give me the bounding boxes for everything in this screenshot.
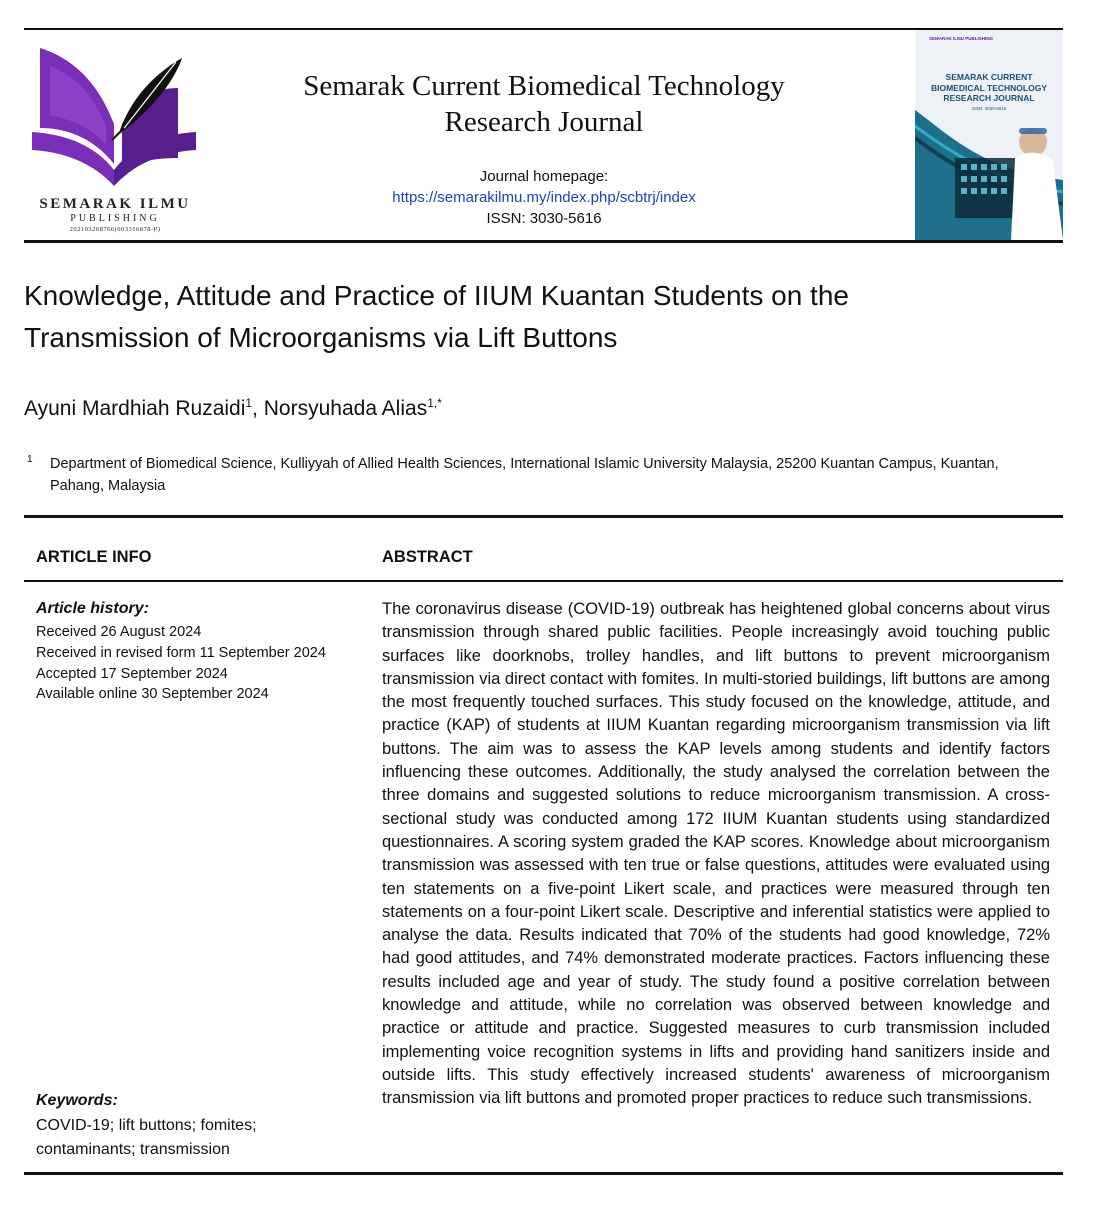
header-bottom-rule [24, 240, 1063, 243]
author-name: Norsyuhada Alias [263, 397, 428, 420]
keywords-heading: Keywords: [36, 1092, 118, 1109]
cover-publisher: SEMARAK ILMU PUBLISHING [929, 36, 993, 41]
publisher-registration: 202103268766(003316878-P) [69, 226, 161, 233]
publisher-sub: PUBLISHING [70, 213, 160, 224]
authors: Ayuni Mardhiah Ruzaidi$^1$, Norsyuhada Alias$^{1,*}$ [24, 396, 442, 420]
journal-cover-image [915, 30, 1063, 240]
journal-title: Semarak Current Biomedical Technology Research Journal [303, 70, 785, 138]
section-bottom-rule [24, 1172, 1063, 1175]
history-entry: Received in revised form 11 September 2024 [36, 644, 326, 661]
history-entry: Received 26 August 2024 [36, 624, 202, 640]
homepage-label: Journal homepage: [479, 168, 609, 185]
affiliation-number: 1 [27, 454, 33, 465]
cover-art-icon [915, 30, 1063, 240]
article-title: Knowledge, Attitude and Practice of IIUM Kuantan Students on the Transmission of Microorganisms via Lift Buttons [24, 280, 849, 353]
history-entry: Available online 30 September 2024 [36, 686, 269, 703]
header-top-rule [24, 28, 1063, 30]
publisher-logo [26, 36, 204, 238]
logo-book-feather-icon [26, 36, 204, 196]
homepage-link[interactable]: https://semarakilmu.my/index.php/scbtrj/index [392, 189, 696, 206]
affiliation: Department of Biomedical Science, Kulliyyah of Allied Health Sciences, International Islamic University Malaysia, 25200 Kuantan Campus, Kuantan, Pahang, Malaysia [50, 456, 999, 494]
author-affiliation-mark: 1,* [427, 396, 442, 410]
history-entry: Accepted 17 September 2024 [36, 665, 228, 682]
abstract-heading: ABSTRACT [382, 548, 473, 566]
keywords: COVID-19; lift buttons; fomites; contaminants; transmission [36, 1117, 257, 1158]
article-info-heading: ARTICLE INFO [36, 548, 152, 566]
article-history-heading: Article history: [36, 600, 149, 617]
section-top-rule [24, 515, 1063, 518]
journal-homepage [250, 166, 838, 229]
section-mid-rule [24, 580, 1063, 582]
article-history [36, 622, 326, 705]
author-name: Ayuni Mardhiah Ruzaidi [24, 397, 246, 420]
cover-title: SEMARAK CURRENT BIOMEDICAL TECHNOLOGY RESEARCH JOURNAL ISSN: 3030-5616 [930, 72, 1047, 111]
issn: ISSN: 3030-5616 [486, 210, 602, 227]
abstract-text: The coronavirus disease (COVID-19) outbreak has heightened global concerns about virus transmission through shared public facilities. People increasingly avoid touching public surfaces like doorknobs, trolley handles, and lift buttons to prevent microorganism transmission via direct contact with fomites. In multi-storied buildings, lift buttons are among the most frequently touched surfaces. This study focused on the knowledge, attitude, and practice (KAP) of students at IIUM Kuantan regarding microorganism transmission via lift buttons. The aim was to assess the KAP levels among students and identify factors influencing these outcomes. Additionally, the study analysed the correlation between the three domains and suggested solutions to reduce microorganism transmission. A cross-sectional study was conducted among 172 IIUM Kuantan students using standardized questionnaires. A scoring system graded the KAP scores. Knowledge about microorganism transmission was assessed with ten true or false questions, attitudes were evaluated using ten statements on a five-point Likert scale, and practices were measured through ten statements on a four-point Likert scale. Descriptive and inferential statistics were applied to analyse the data. Results indicated that 70% of the students had good knowledge, 72% had good attitudes, and 74% demonstrated moderate practices. Factors influencing these results included age and year of study. The study found a positive correlation between knowledge and attitude, while no correlation was observed between knowledge and practice or attitude and practice. Suggested measures to curb transmission included implementing voice recognition systems in lifts and providing hand sanitizers inside and outside lifts. This study effectively increased students' awareness of microorganism transmission via lift buttons and promoted proper practices to reduce such transmissions. [382, 600, 1050, 1108]
author-affiliation-mark: 1 [245, 396, 253, 410]
publisher-name: SEMARAK ILMU [39, 196, 191, 212]
